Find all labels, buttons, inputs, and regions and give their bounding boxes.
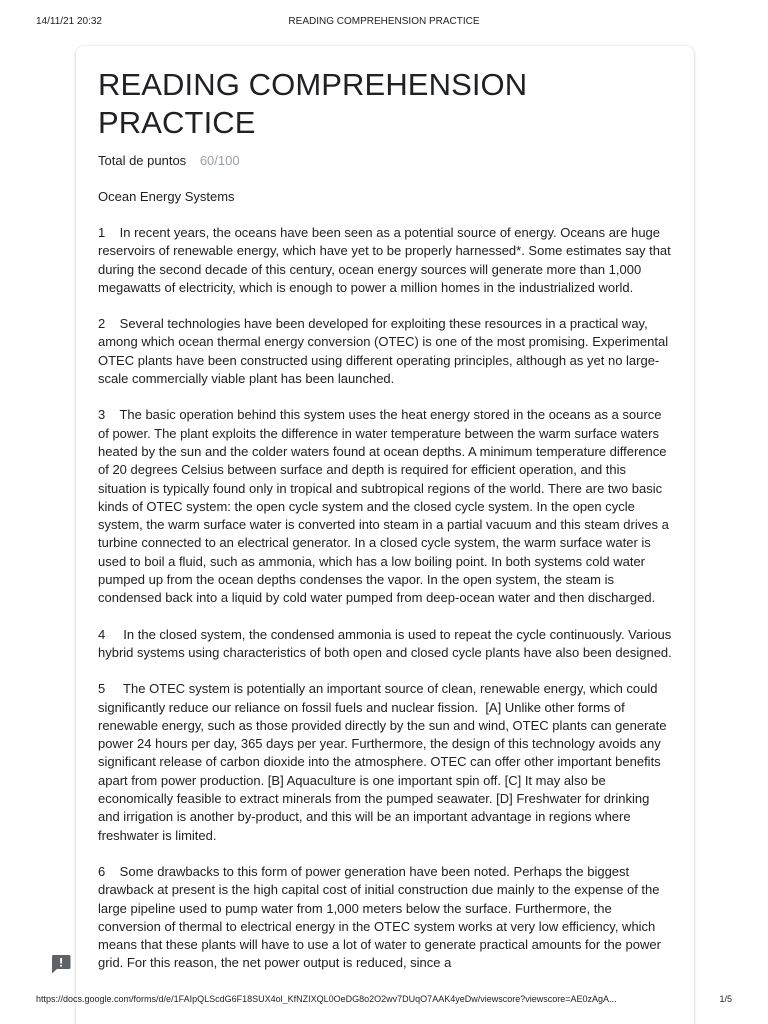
section-title: Ocean Energy Systems	[98, 189, 235, 204]
score-value: 60/100	[199, 153, 240, 168]
print-url: https://docs.google.com/forms/d/e/1FAIpQLScdG6F18SUX4ol_KfNZIXQL0OeDG8o2O2wv7DUqO7AAK4yeDw/viewscore?viewscore=AE0zAgA...	[36, 994, 617, 1004]
paragraph-6: 6 Some drawbacks to this form of power generation have been noted. Perhaps the biggest drawback at present is the high capital cost of initial construction due mainly to the expense of the large pipeline used to pump water from 1,000 meters below the surface. Furthermore, the conversion of thermal to electrical energy in the OTEC system works at very low efficiency, which means that these plants will have to use a lot of water to generate practical amounts for the power grid. For this reason, the net power output is reduced, since a	[98, 863, 665, 971]
feedback-icon[interactable]	[49, 952, 73, 976]
score-row	[98, 152, 672, 170]
form-card-content	[76, 46, 694, 973]
score-label: Total de puntos	[98, 153, 187, 168]
print-header	[36, 16, 732, 30]
paragraph-2: 2 Several technologies have been developed for exploiting these resources in a practical way, among which ocean thermal energy conversion (OTEC) is one of the most promising. Experimental OTEC plants have been constructed using different operating principles, although as yet no large-scale commercially viable plant has been launched.	[98, 316, 672, 387]
paragraph-3: 3 The basic operation behind this system uses the heat energy stored in the oceans as a source of power. The plant exploits the difference in water temperature between the warm surface waters heated by the sun and the colder waters found at ocean depths. A minimum temperature difference of 20 degrees Celsius between surface and depth is required for efficient operation, and this situation is typically found only in tropical and subtropical regions of the world. There are two basic kinds of OTEC system: the open cycle system and the closed cycle system. In the open cycle system, the warm surface water is converted into steam in a partial vacuum and this steam drives a turbine connected to an electrical generator. In a closed cycle system, the warm surface water is used to boil a fluid, such as ammonia, which has a low boiling point. In both systems cold water pumped up from the ocean depths condenses the vapor. In the open system, the steam is condensed back into a liquid by cold water pumped from deep-ocean water and then discharged.	[98, 407, 673, 606]
paragraph-5: 5 The OTEC system is potentially an important source of clean, renewable energy, which could significantly reduce our reliance on fossil fuels and nuclear fission. [A] Unlike other forms of renewable energy, such as those provided directly by the sun and wind, OTEC plants can generate power 24 hours per day, 365 days per year. Furthermore, the design of this technology avoids any significant release of carbon dioxide into the atmosphere. OTEC can offer other important benefits apart from power production. [B] Aquaculture is one important spin off. [C] It may also be economically feasible to extract minerals from the pumped seawater. [D] Freshwater for drinking and irrigation is another by-product, and this will be an important advantage in regions where freshwater is limited.	[98, 681, 671, 843]
form-card	[76, 46, 694, 1024]
page-number: 1/5	[719, 994, 732, 1004]
print-title: READING COMPREHENSION PRACTICE	[288, 16, 480, 27]
print-footer	[36, 994, 732, 1008]
form-title: READING COMPREHENSION PRACTICE	[98, 67, 528, 140]
print-datetime: 14/11/21 20:32	[36, 16, 102, 27]
paragraph-4: 4 In the closed system, the condensed ammonia is used to repeat the cycle continuously. Various hybrid systems using characteristics of both open and closed cycle plants have also been designed.	[98, 626, 675, 660]
paragraph-1: 1 In recent years, the oceans have been seen as a potential source of energy. Oceans are huge reservoirs of renewable energy, which have yet to be properly harnessed*. Some estimates say that during the second decade of this century, ocean energy sources will generate more than 1,000 megawatts of electricity, which is enough to power a million homes in the industrialized world.	[98, 225, 675, 295]
